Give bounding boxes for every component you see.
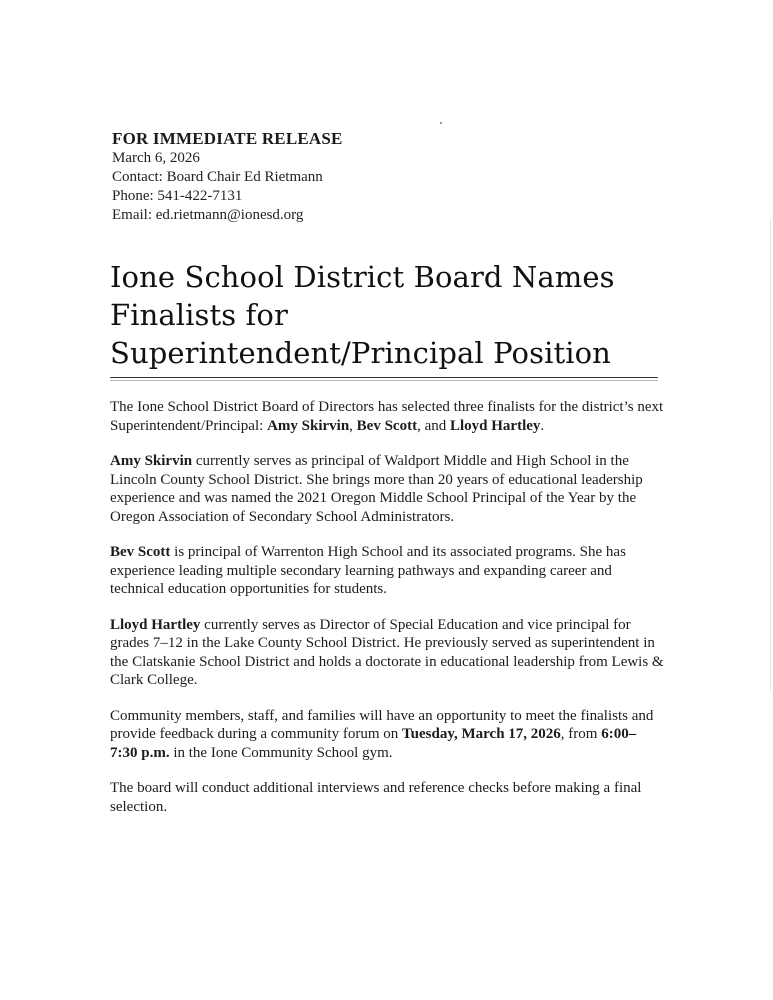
headline-line: Finalists for [110, 298, 288, 332]
scan-edge-shadow [770, 220, 771, 690]
release-contact: Contact: Board Chair Ed Rietmann [112, 169, 323, 185]
headline-line: Superintendent/Principal Position [110, 336, 611, 370]
skirvin-paragraph: Amy Skirvin currently serves as principal of Waldport Middle and High School in the Lincoln County School District. She brings more than 20 years of educational leadership experience and was named the 2021 Oregon Middle School Principal of the Year by the Oregon Association of Secondary School Administrators. [110, 453, 643, 525]
release-date: March 6, 2026 [112, 150, 200, 166]
headline-rule [110, 377, 658, 378]
forum-paragraph: Community members, staff, and families will have an opportunity to meet the finalists and provide feedback during a community forum on Tuesday, March 17, 2026, from 6:00– 7:30 p.m. in the Ione Community School gym. [110, 707, 654, 761]
finalist-name: Amy Skirvin [110, 453, 193, 469]
finalist-name: Lloyd Hartley [450, 417, 541, 434]
forum-time-start: 6:00– [601, 726, 637, 742]
finalist-name: Bev Scott [356, 417, 418, 434]
headline-line: Ione School District Board Names [110, 260, 615, 294]
headline [110, 258, 670, 372]
finalist-name: Amy Skirvin [267, 417, 350, 434]
finalist-name: Bev Scott [110, 544, 171, 560]
finalist-name: Lloyd Hartley [110, 616, 201, 633]
closing-paragraph: The board will conduct additional interviews and reference checks before making a final selection. [110, 780, 642, 815]
headline-rule-shadow [110, 380, 658, 381]
release-header [112, 128, 343, 225]
release-title: FOR IMMEDIATE RELEASE [112, 129, 343, 148]
release-phone: Phone: 541-422-7131 [112, 188, 243, 204]
scan-speck [440, 122, 442, 124]
article-body [110, 398, 670, 833]
intro-paragraph: The Ione School District Board of Directors has selected three finalists for the district’s next Superintendent/Principal: Amy Skirvin, Bev Scott, and Lloyd Hartley. [110, 399, 664, 434]
release-email: Email: ed.rietmann@ionesd.org [112, 207, 304, 223]
scott-paragraph: Bev Scott is principal of Warrenton High School and its associated programs. She has experience leading multiple secondary learning pathways and expanding career and technical education opportunities for students. [110, 544, 626, 597]
forum-time-end: 7:30 p.m. [110, 744, 170, 761]
hartley-paragraph: Lloyd Hartley currently serves as Director of Special Education and vice principal for grades 7–12 in the Lake County School District. He previously served as superintendent in the Clatskanie School District and holds a doctorate in educational leadership from Lewis & Clark College. [110, 616, 664, 688]
forum-date: Tuesday, March 17, 2026 [402, 726, 561, 742]
